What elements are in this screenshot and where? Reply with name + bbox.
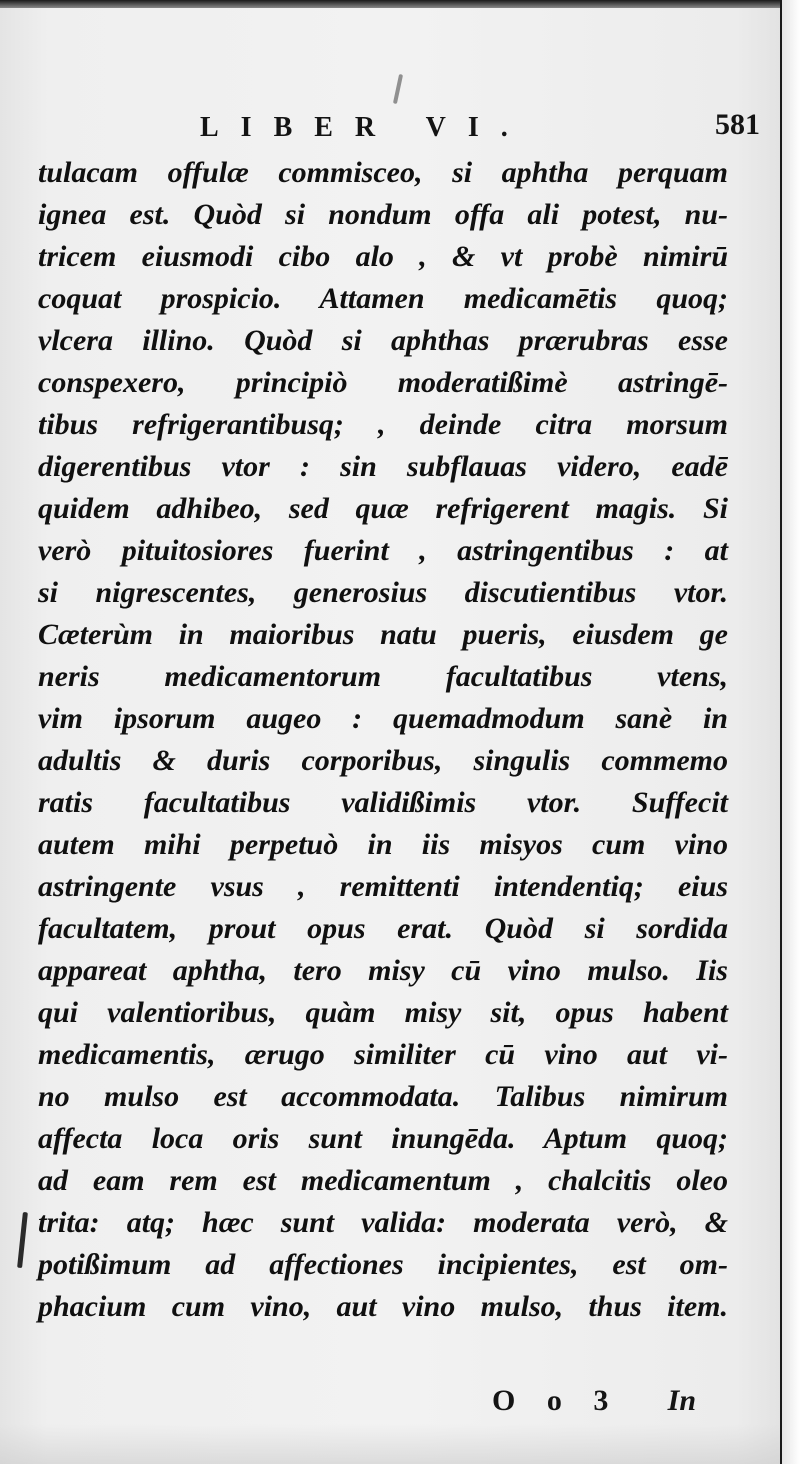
- text-line: potißimum ad affectiones incipientes, est om-: [38, 1248, 728, 1281]
- text-line: tibus refrigerantibusq; , deinde citra morsum: [38, 408, 728, 441]
- text-line: facultatem, prout opus erat. Quòd si sordida: [38, 912, 728, 945]
- margin-ink-mark: [17, 1212, 28, 1268]
- ink-smudge: [393, 74, 403, 104]
- text-line: vim ipsorum augeo : quemadmodum sanè in: [38, 702, 728, 735]
- text-line: adultis & duris corporibus, singulis commemo: [38, 744, 728, 777]
- text-line: neris medicamentorum facultatibus vtens,: [38, 660, 728, 693]
- text-line: astringente vsus , remittenti intendentiq; eius: [38, 870, 728, 903]
- catchword: In: [667, 1384, 696, 1417]
- text-line: quidem adhibeo, sed quæ refrigerent magis. Si: [38, 492, 728, 525]
- text-line: verò pituitosiores fuerint , astringentibus : at: [38, 534, 728, 567]
- text-line: Cæterùm in maioribus natu pueris, eiusdem ge: [38, 618, 728, 651]
- text-line: medicamentis, ærugo similiter cū vino aut vi-: [38, 1038, 728, 1071]
- page-number: 581: [715, 108, 760, 141]
- text-line: tulacam offulæ commisceo, si aphtha perquam: [38, 156, 728, 189]
- text-line: si nigrescentes, generosius discutientibus vtor.: [38, 576, 728, 609]
- text-line: conspexero, principiò moderatißimè astringē-: [38, 366, 728, 399]
- text-line: qui valentioribus, quàm misy sit, opus habent: [38, 996, 728, 1029]
- text-line: ad eam rem est medicamentum , chalcitis oleo: [38, 1164, 728, 1197]
- text-line: digerentibus vtor : sin subflauas videro, eadē: [38, 450, 728, 483]
- text-line: affecta loca oris sunt inungēda. Aptum quoq;: [38, 1122, 728, 1155]
- text-line: autem mihi perpetuò in iis misyos cum vino: [38, 828, 728, 861]
- signature-mark: O o 3: [492, 1384, 621, 1417]
- text-line: ratis facultatibus validißimis vtor. Suffecit: [38, 786, 728, 819]
- text-line: no mulso est accommodata. Talibus nimirum: [38, 1080, 728, 1113]
- text-line: coquat prospicio. Attamen medicamētis quoq;: [38, 282, 728, 315]
- body-text: [38, 152, 728, 1328]
- running-head: LIBER VI.: [200, 112, 530, 143]
- page-bottom-shade: [0, 1424, 800, 1464]
- text-line: vlcera illino. Quòd si aphthas prærubras esse: [38, 324, 728, 357]
- text-line: trita: atq; hæc sunt valida: moderata verò, &: [38, 1206, 728, 1239]
- page-right-edge: [780, 0, 800, 1464]
- page-top-edge: [0, 0, 800, 8]
- text-line: ignea est. Quòd si nondum offa ali potest, nu-: [38, 198, 728, 231]
- text-line: tricem eiusmodi cibo alo , & vt probè nimirū: [38, 240, 728, 273]
- text-line: appareat aphtha, tero misy cū vino mulso. Iis: [38, 954, 728, 987]
- text-line: phacium cum vino, aut vino mulso, thus item.: [38, 1290, 728, 1323]
